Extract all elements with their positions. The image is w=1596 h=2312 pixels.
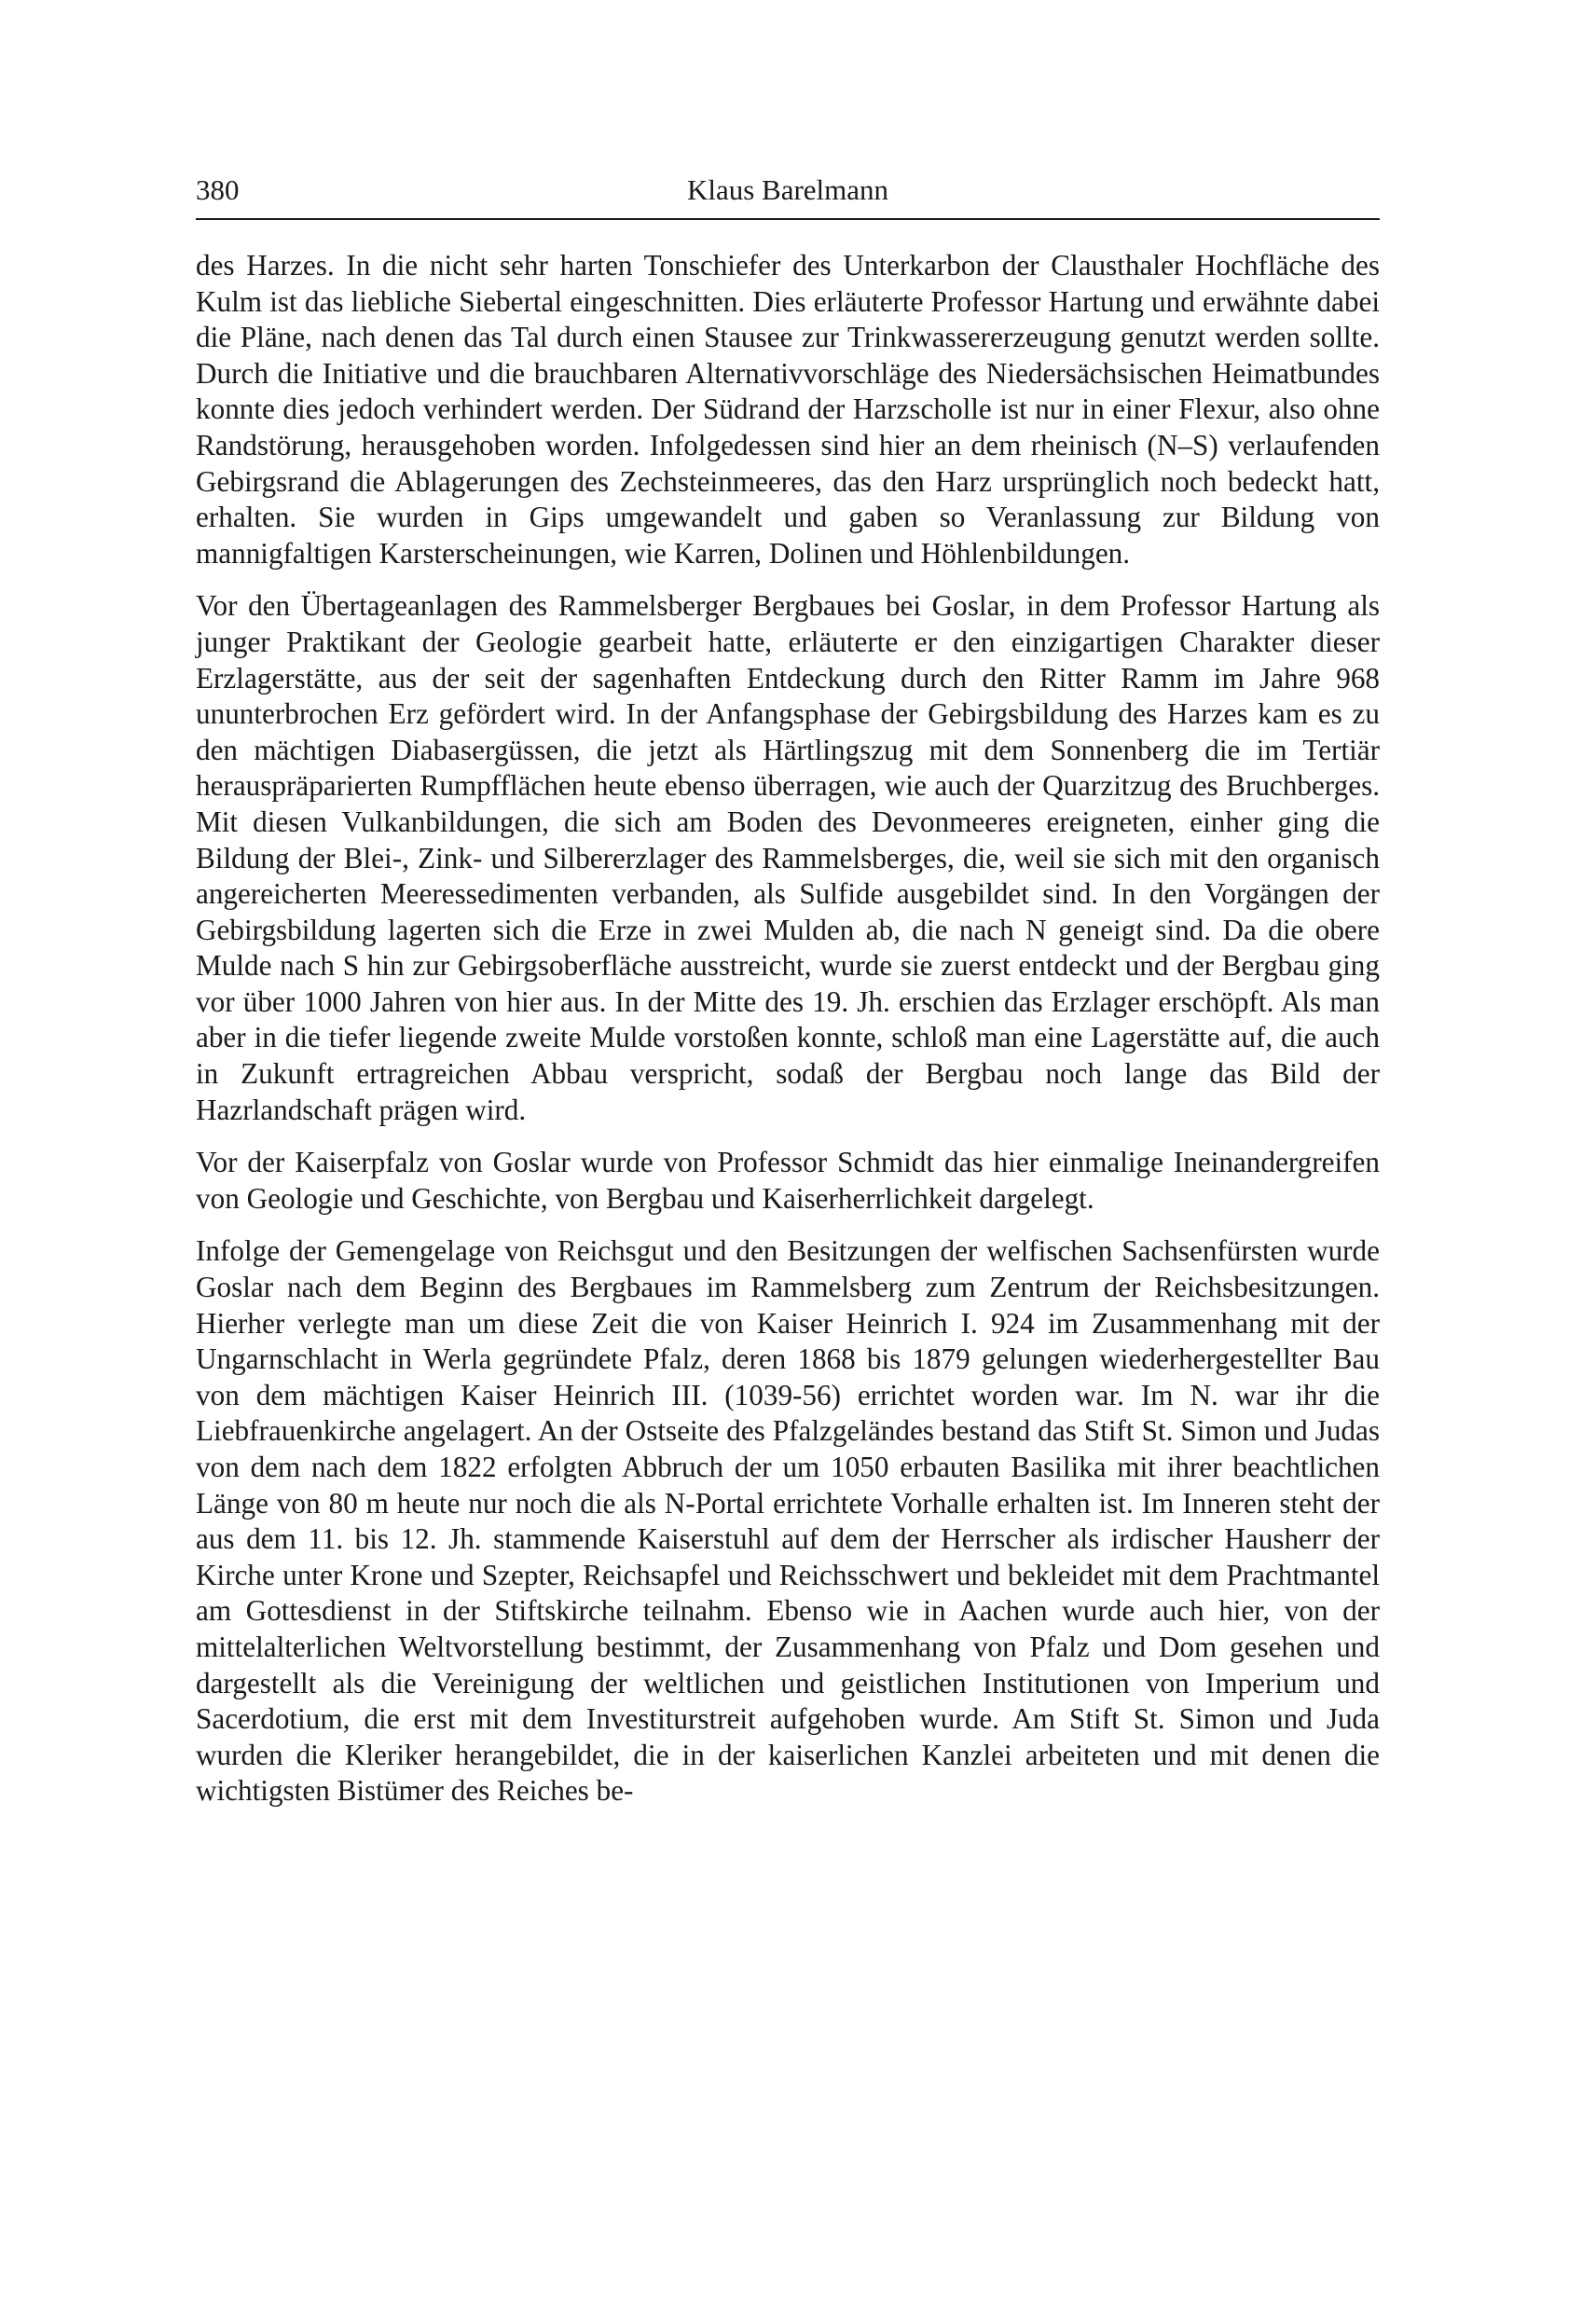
page-number: 380: [196, 173, 240, 206]
paragraph-3: Vor der Kaiserpfalz von Goslar wurde von Professor Schmidt das hier einmalige Ineinandergreifen von Geologie und Geschichte, von Bergbau und Kaiserherrlichkeit dargelegt.: [196, 1146, 1380, 1215]
paragraph-1: des Harzes. In die nicht sehr harten Tonschiefer des Unterkarbon der Clausthaler Hochfläche des Kulm ist das liebliche Siebertal eingeschnitten. Dies erläuterte Professor Hartung und erwähnte dabei die Pläne, nach denen das Tal durch einen Stausee zur Trinkwassererzeugung genutzt werden sollte. Durch die Initiative und die brauchbaren Alternativvorschläge des Niedersächsischen Heimatbundes konnte dies jedoch verhindert werden. Der Südrand der Harzscholle ist nur in einer Flexur, also ohne Randstörung, herausgehoben worden. Infolgedessen sind hier an dem rheinisch (N–S) verlaufenden Gebirgsrand die Ablagerungen des Zechsteinmeeres, das den Harz ursprünglich noch bedeckt hatt, erhalten. Sie wurden in Gips umgewandelt und gaben so Veranlassung zur Bildung von mannigfaltigen Karsterscheinungen, wie Karren, Dolinen und Höhlenbildungen.: [196, 249, 1380, 570]
paragraph-2: Vor den Übertageanlagen des Rammelsberger Bergbaues bei Goslar, in dem Professor Hartung als junger Praktikant der Geologie gearbeit hatte, erläuterte er den einzigartigen Charakter dieser Erzlagerstätte, aus der seit der sagenhaften Entdeckung durch den Ritter Ramm im Jahre 968 ununterbrochen Erz gefördert wird. In der Anfangsphase der Gebirgsbildung des Harzes kam es zu den mächtigen Diabasergüssen, die jetzt als Härtlingszug mit dem Sonnenberg die im Tertiär herauspräparierten Rumpfflächen heute ebenso überragen, wie auch der Quarzitzug des Bruchberges. Mit diesen Vulkanbildungen, die sich am Boden des Devonmeeres ereigneten, einher ging die Bildung der Blei-, Zink- und Silbererzlager des Rammelsberges, die, weil sie sich mit den organisch angereicherten Meeressedimenten verbanden, als Sulfide ausgebildet sind. In den Vorgängen der Gebirgsbildung lagerten sich die Erze in zwei Mulden ab, die nach N geneigt sind. Da die obere Mulde nach S hin zur Gebirgsoberfläche ausstreicht, wurde sie zuerst entdeckt und der Bergbau ging vor über 1000 Jahren von hier aus. In der Mitte des 19. Jh. erschien das Erzlager erschöpft. Als man aber in die tiefer liegende zweite Mulde vorstoßen konnte, schloß man eine Lagerstätte auf, die auch in Zukunft ertragreichen Abbau verspricht, sodaß der Bergbau noch lange das Bild der Hazrlandschaft prägen wird.: [196, 589, 1380, 1126]
running-title: Klaus Barelmann: [686, 173, 889, 206]
header-rule: [196, 218, 1380, 220]
page-content: [196, 166, 1380, 1808]
body-text: [196, 248, 1380, 1810]
running-head: [196, 166, 1380, 214]
paragraph-4: Infolge der Gemengelage von Reichsgut und den Besitzungen der welfischen Sachsenfürsten wurde Goslar nach dem Beginn des Bergbaues im Rammelsberg zum Zentrum der Reichsbesitzungen. Hierher verlegte man um diese Zeit die von Kaiser Heinrich I. 924 im Zusammenhang mit der Ungarnschlacht in Werla gegründete Pfalz, deren 1868 bis 1879 gelungen wiederhergestellter Bau von dem mächtigen Kaiser Heinrich III. (1039-56) errichtet worden war. Im N. war ihr die Liebfrauenkirche angelagert. An der Ostseite des Pfalzgeländes bestand das Stift St. Simon und Judas von dem nach dem 1822 erfolgten Abbruch der um 1050 erbauten Basilika mit ihrer beachtlichen Länge von 80 m heute nur noch die als N-Portal errichtete Vorhalle erhalten ist. Im Inneren steht der aus dem 11. bis 12. Jh. stammende Kaiserstuhl auf dem der Herrscher als irdischer Hausherr der Kirche unter Krone und Szepter, Reichsapfel und Reichsschwert und bekleidet mit dem Prachtmantel am Gottesdienst in der Stiftskirche teilnahm. Ebenso wie in Aachen wurde auch hier, von der mittelalterlichen Weltvorstellung bestimmt, der Zusammenhang von Pfalz und Dom gesehen und dargestellt als die Vereinigung der weltlichen und geistlichen Institutionen von Imperium und Sacerdotium, die erst mit dem Investiturstreit aufgehoben wurde. Am Stift St. Simon und Juda wurden die Kleriker herangebildet, die in der kaiserlichen Kanzlei arbeiteten und mit denen die wichtigsten Bistümer des Reiches be-: [196, 1234, 1380, 1808]
